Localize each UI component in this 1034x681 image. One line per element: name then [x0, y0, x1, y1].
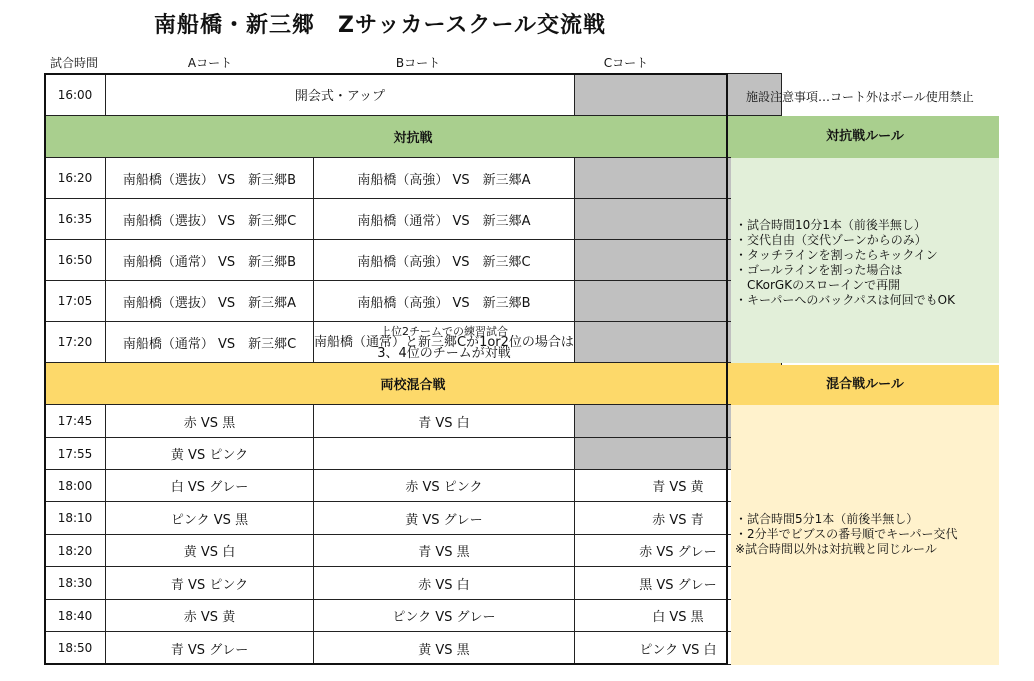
header-c-court: Cコート — [603, 56, 649, 70]
section2-header: 両校混合戦 — [45, 363, 782, 405]
match-cell-a: 南船橋（選抜） VS 新三郷A — [106, 281, 314, 322]
rules1-box — [731, 158, 999, 363]
match-cell-b: 南船橋（通常） VS 新三郷A — [314, 199, 575, 240]
match-cell-a: 南船橋（通常） VS 新三郷C — [106, 322, 314, 363]
match-cell-a: 赤 VS 黄 — [106, 600, 314, 632]
match-cell-c: ピンク VS 白 — [574, 632, 781, 665]
table-row — [45, 535, 782, 567]
match-cell-a: 白 VS グレー — [106, 470, 314, 502]
time-cell: 18:40 — [45, 600, 106, 632]
header-b-court: Bコート — [395, 56, 441, 70]
table-row — [45, 438, 782, 470]
table-row — [45, 281, 782, 322]
page-title: 南船橋・新三郷 Zサッカースクール交流戦 — [154, 13, 606, 38]
rule-line: CKorGKのスローインで再開 — [735, 278, 901, 292]
table-row — [45, 502, 782, 535]
match-cell-a: ピンク VS 黒 — [106, 502, 314, 535]
match-cell-a: 黄 VS ピンク — [106, 438, 314, 470]
time-cell: 18:10 — [45, 502, 106, 535]
table-row — [45, 240, 782, 281]
match-cell-a: 黄 VS 白 — [106, 535, 314, 567]
match-cell-c: 赤 VS グレー — [574, 535, 781, 567]
table-row — [45, 632, 782, 665]
match-cell-b: ピンク VS グレー — [314, 600, 575, 632]
time-cell: 17:05 — [45, 281, 106, 322]
note-line: 3、4位のチームが対戦 — [377, 345, 511, 361]
section2-header-row — [45, 363, 782, 405]
match-cell-a: 南船橋（選抜） VS 新三郷B — [106, 158, 314, 199]
match-cell-b-note — [314, 322, 575, 363]
table-row — [45, 322, 782, 363]
time-cell: 18:00 — [45, 470, 106, 502]
table-row — [45, 470, 782, 502]
match-cell-b: 赤 VS 白 — [314, 567, 575, 600]
match-cell-c: 青 VS 黄 — [574, 470, 781, 502]
table-row — [45, 405, 782, 438]
header-a-court: Aコート — [187, 56, 233, 70]
match-cell-b: 南船橋（高強） VS 新三郷A — [314, 158, 575, 199]
match-cell-b: 黄 VS グレー — [314, 502, 575, 535]
header-time: 試合時間 — [49, 56, 98, 70]
rules2-header: 混合戦ルール — [731, 365, 999, 405]
opening-row — [45, 74, 782, 116]
match-cell-a: 青 VS ピンク — [106, 567, 314, 600]
match-cell-b: 南船橋（高強） VS 新三郷B — [314, 281, 575, 322]
time-cell: 17:20 — [45, 322, 106, 363]
match-cell-b: 南船橋（高強） VS 新三郷C — [314, 240, 575, 281]
rule-line: ・キーパーへのバックパスは何回でもOK — [735, 293, 955, 307]
match-cell-a: 南船橋（通常） VS 新三郷B — [106, 240, 314, 281]
time-cell: 16:00 — [45, 74, 106, 116]
match-cell-b — [314, 438, 575, 470]
section1-header: 対抗戦 — [45, 116, 782, 158]
time-cell: 18:30 — [45, 567, 106, 600]
time-cell: 16:35 — [45, 199, 106, 240]
time-cell: 18:50 — [45, 632, 106, 665]
table-row — [45, 199, 782, 240]
rules2-box — [731, 405, 999, 665]
opening-cell: 開会式・アップ — [106, 74, 575, 116]
schedule-table — [44, 73, 782, 665]
match-cell-c: 白 VS 黒 — [574, 600, 781, 632]
time-cell: 18:20 — [45, 535, 106, 567]
time-cell: 16:50 — [45, 240, 106, 281]
rule-line: ・交代自由（交代ゾーンからのみ） — [735, 233, 927, 247]
match-cell-a: 南船橋（選抜） VS 新三郷C — [106, 199, 314, 240]
section1-header-row — [45, 116, 782, 158]
rule-line: ・試合時間5分1本（前後半無し） — [735, 512, 919, 526]
match-cell-b: 青 VS 白 — [314, 405, 575, 438]
match-cell-b: 赤 VS ピンク — [314, 470, 575, 502]
table-row — [45, 600, 782, 632]
match-cell-b: 黄 VS 黒 — [314, 632, 575, 665]
match-cell-a: 青 VS グレー — [106, 632, 314, 665]
table-row — [45, 158, 782, 199]
rule-line: ・ゴールラインを割った場合は — [735, 263, 903, 277]
match-cell-c: 黒 VS グレー — [574, 567, 781, 600]
note-line: 南船橋（通常）と新三郷Cが1or2位の場合は — [314, 334, 574, 350]
match-cell-b: 青 VS 黒 — [314, 535, 575, 567]
rule-line: ・試合時間10分1本（前後半無し） — [735, 218, 926, 232]
time-cell: 17:45 — [45, 405, 106, 438]
match-cell-c: 赤 VS 青 — [574, 502, 781, 535]
table-row — [45, 567, 782, 600]
time-cell: 16:20 — [45, 158, 106, 199]
rule-line: ・タッチラインを割ったらキックイン — [735, 248, 938, 262]
match-cell-a: 赤 VS 黒 — [106, 405, 314, 438]
note-line: 上位2チームでの練習試合 — [379, 324, 508, 338]
rule-line: ・2分半でビブスの番号順でキーパー交代 — [735, 527, 958, 541]
facility-note: 施設注意事項…コート外はボール使用禁止 — [746, 90, 974, 104]
rule-line: ※試合時間以外は対抗戦と同じルール — [735, 542, 937, 556]
time-cell: 17:55 — [45, 438, 106, 470]
rules1-header: 対抗戦ルール — [731, 116, 999, 158]
